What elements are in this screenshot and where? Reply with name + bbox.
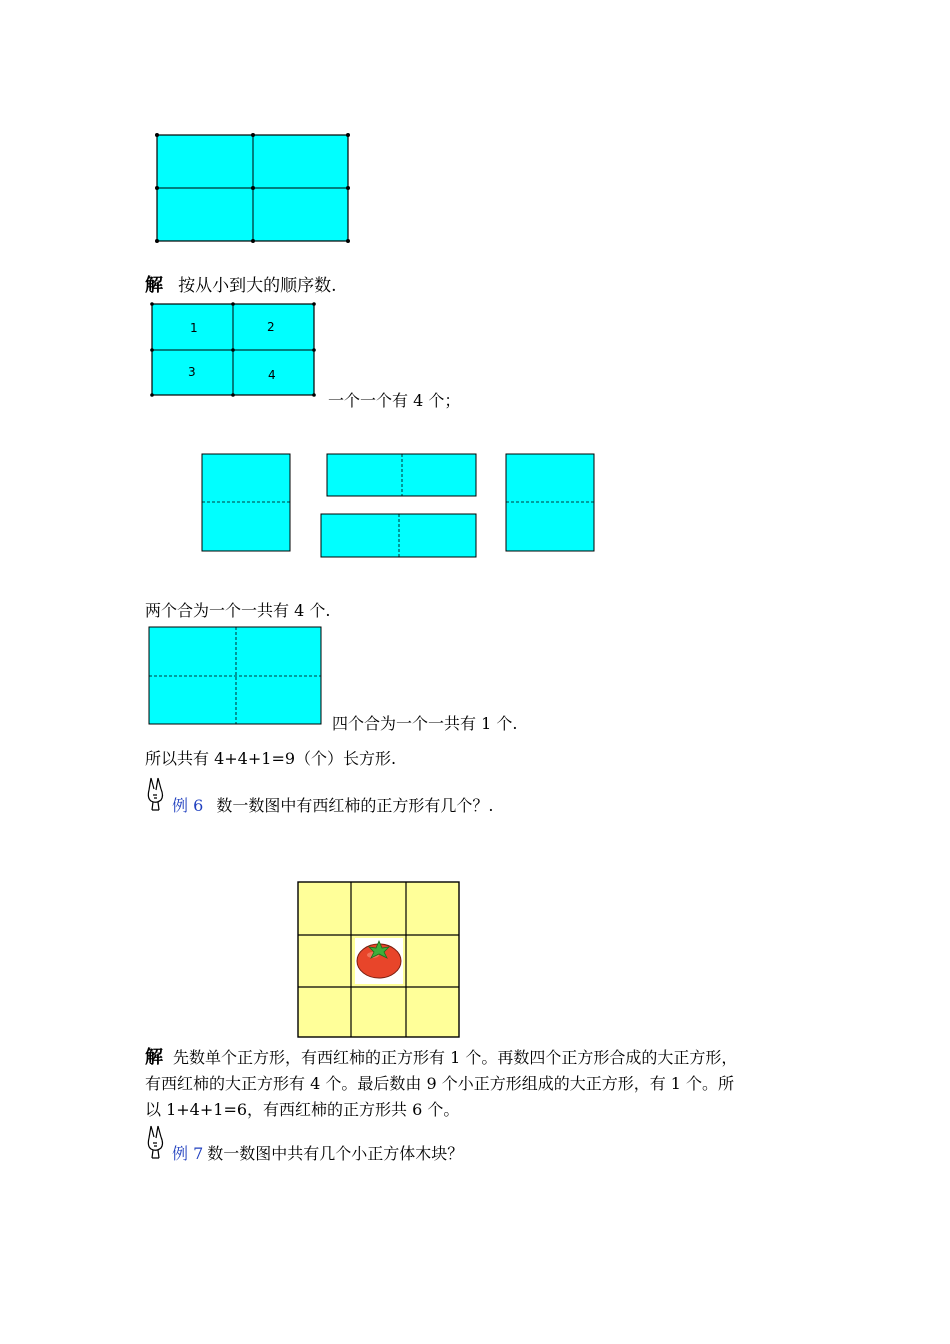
count-two-text: 两个合为一个一共有 4 个.	[145, 601, 331, 620]
figure-tomato-grid	[297, 881, 461, 1039]
solution2-line: 有西红柿的大正方形有 4 个。最后数由 9 个小正方形组成的大正方形，有 1 个。所	[145, 1074, 735, 1093]
figure-pair-vertical-left	[201, 453, 293, 553]
count-four-text: 四个合为一个一共有 1 个.	[332, 714, 518, 733]
figure-pair-horizontal-bottom	[320, 513, 478, 560]
example7-label: 例 7	[172, 1144, 204, 1163]
grid-number: 1	[190, 321, 198, 335]
example7-line	[172, 1144, 463, 1164]
rabbit-hand-icon	[145, 1124, 167, 1160]
count-single-text: 一个一个有 4 个；	[328, 391, 461, 410]
figure-pair-vertical-right	[505, 453, 597, 553]
solution2-line: 以 1+4+1=6，有西红柿的正方形共 6 个。	[145, 1100, 460, 1119]
total-text: 所以共有 4+4+1=9（个）长方形.	[145, 749, 397, 768]
figure-grid-numbered	[148, 300, 323, 400]
tomato-icon	[355, 938, 403, 984]
example6-label: 例 6	[172, 796, 204, 815]
figure-pair-horizontal-top	[326, 453, 478, 499]
grid-number: 3	[188, 365, 196, 379]
solution2-paragraph	[145, 1045, 825, 1123]
solution-marker: 解	[145, 275, 163, 296]
rabbit-hand-icon	[145, 776, 167, 812]
figure-whole-rectangle	[148, 626, 324, 726]
grid-number: 4	[268, 368, 276, 382]
example7-question: 数一数图中共有几个小正方体木块？	[207, 1144, 464, 1163]
solution-marker: 解	[145, 1047, 163, 1068]
grid-number: 2	[267, 320, 275, 334]
example6-line	[172, 796, 493, 816]
example6-question: 数一数图中有西红柿的正方形有几个？.	[216, 796, 494, 815]
figure-grid-dotted	[150, 128, 360, 248]
solution-heading	[145, 276, 337, 296]
solution2-line: 解 先数单个正方形，有西红柿的正方形有 1 个。再数四个正方形合成的大正方形，	[145, 1047, 738, 1068]
solution-intro: 按从小到大的顺序数.	[178, 276, 337, 296]
